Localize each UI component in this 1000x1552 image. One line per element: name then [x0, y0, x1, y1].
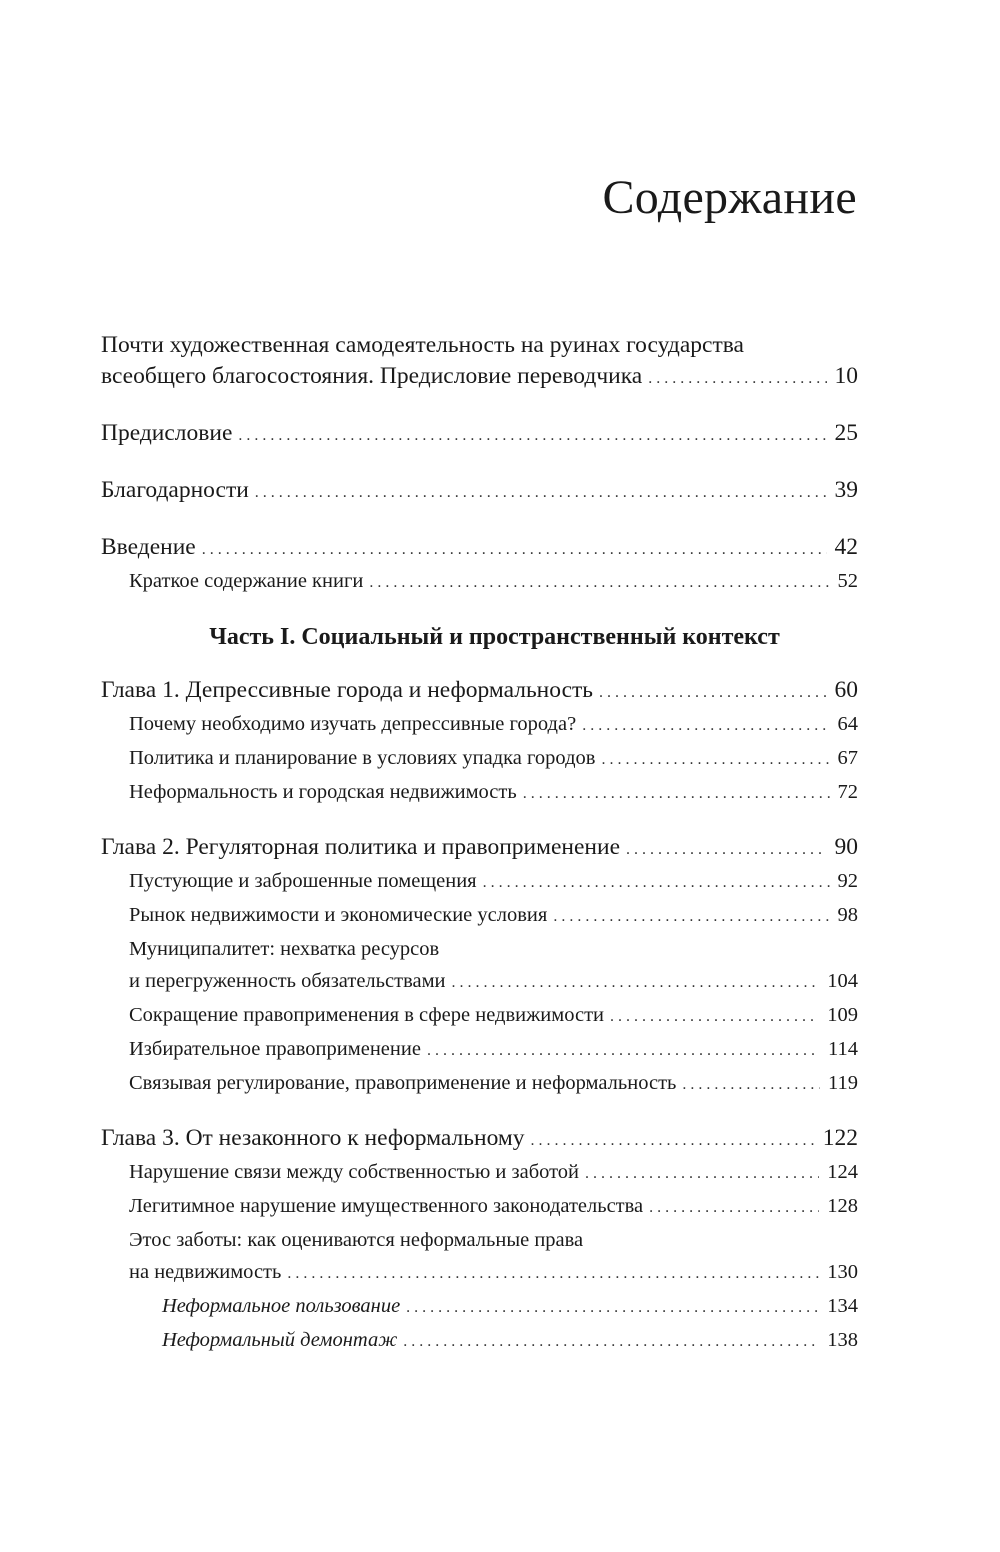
toc-entry-title: и перегруженность обязательствами — [129, 970, 446, 992]
toc-entry-title: Сокращение правоприменения в сфере недвижимости — [129, 1004, 605, 1026]
toc-entry-title-line: Муниципалитет: нехватка ресурсов — [129, 938, 440, 960]
toc-entry[interactable] — [101, 1123, 858, 1156]
table-of-contents — [101, 330, 858, 1358]
toc-entry-page-number: 39 — [834, 477, 858, 503]
dot-leader — [682, 1069, 820, 1101]
toc-entry-page-number: 134 — [827, 1295, 858, 1317]
spacer — [101, 599, 858, 621]
toc-entry-title: Неформальный демонтаж — [162, 1329, 398, 1351]
toc-entry-title: Неформальность и городская недвижимость — [129, 781, 517, 803]
dot-leader — [626, 834, 826, 865]
toc-entry-page-number: 92 — [837, 870, 858, 892]
toc-entry-page-number: 122 — [822, 1125, 858, 1151]
toc-entry[interactable] — [101, 708, 858, 742]
dot-leader — [601, 744, 829, 776]
dot-leader — [427, 1035, 820, 1067]
dot-leader — [255, 477, 827, 508]
toc-entry-title: Глава 3. От незаконного к неформальному — [101, 1125, 525, 1151]
toc-entry[interactable] — [101, 832, 858, 865]
dot-leader — [610, 1001, 819, 1033]
dot-leader — [531, 1125, 815, 1156]
toc-entry[interactable] — [101, 933, 858, 999]
toc-entry[interactable] — [101, 1324, 858, 1358]
spacer — [101, 394, 858, 418]
dot-leader — [287, 1258, 819, 1290]
dot-leader — [238, 420, 826, 451]
toc-entry-page-number: 72 — [837, 781, 858, 803]
dot-leader — [403, 1326, 819, 1358]
toc-entry-title: на недвижимость — [129, 1261, 282, 1283]
dot-leader — [483, 867, 830, 899]
spacer — [101, 1101, 858, 1123]
toc-entry-page-number: 130 — [827, 1261, 858, 1283]
dot-leader — [369, 567, 829, 599]
toc-entry-page-number: 119 — [828, 1072, 858, 1094]
toc-entry-page-number: 98 — [837, 904, 858, 926]
toc-entry-page-number: 90 — [834, 834, 858, 860]
toc-entry-page-number: 114 — [828, 1038, 858, 1060]
toc-entry-page-number: 128 — [827, 1195, 858, 1217]
page-title: Содержание — [602, 171, 857, 224]
toc-entry-title: Легитимное нарушение имущественного законодательства — [129, 1195, 644, 1217]
toc-entry-title: всеобщего благосостояния. Предисловие переводчика — [101, 363, 643, 389]
dot-leader — [452, 967, 820, 999]
toc-entry-title: Благодарности — [101, 477, 249, 503]
toc-entry-title: Введение — [101, 534, 196, 560]
toc-entry-title: Предисловие — [101, 420, 233, 446]
dot-leader — [599, 677, 827, 708]
toc-entry-title: Краткое содержание книги — [129, 570, 364, 592]
toc-entry-title: Глава 2. Регуляторная политика и правоприменение — [101, 834, 621, 860]
dot-leader — [582, 710, 829, 742]
toc-entry[interactable] — [101, 1290, 858, 1324]
dot-leader — [648, 363, 826, 394]
toc-entry[interactable] — [101, 1033, 858, 1067]
part-heading: Часть I. Социальный и пространственный контекст — [209, 624, 780, 650]
toc-entry[interactable] — [101, 865, 858, 899]
toc-entry[interactable] — [101, 1067, 858, 1101]
toc-entry-title: Пустующие и заброшенные помещения — [129, 870, 477, 892]
dot-leader — [406, 1292, 819, 1324]
dot-leader — [649, 1192, 819, 1224]
toc-entry-page-number: 109 — [827, 1004, 858, 1026]
toc-entry-title-line: Этос заботы: как оцениваются неформальные права — [129, 1229, 584, 1251]
spacer — [101, 653, 858, 675]
toc-entry-page-number: 67 — [837, 747, 858, 769]
dot-leader — [202, 534, 827, 565]
toc-entry-page-number: 25 — [834, 420, 858, 446]
toc-entry-title: Избирательное правоприменение — [129, 1038, 421, 1060]
toc-entry-page-number: 138 — [827, 1329, 858, 1351]
toc-entry[interactable] — [101, 475, 858, 508]
spacer — [101, 810, 858, 832]
toc-entry[interactable] — [101, 999, 858, 1033]
toc-entry-page-number: 64 — [837, 713, 858, 735]
dot-leader — [523, 778, 830, 810]
toc-entry-page-number: 10 — [834, 363, 858, 389]
toc-entry-title: Политика и планирование в условиях упадка городов — [129, 747, 596, 769]
toc-entry-page-number: 42 — [834, 534, 858, 560]
toc-entry[interactable] — [101, 899, 858, 933]
dot-leader — [585, 1158, 819, 1190]
toc-entry-title: Почему необходимо изучать депрессивные города? — [129, 713, 577, 735]
toc-entry-title: Нарушение связи между собственностью и заботой — [129, 1161, 580, 1183]
toc-entry-page-number: 52 — [837, 570, 858, 592]
toc-entry[interactable] — [101, 1224, 858, 1290]
toc-entry[interactable] — [101, 565, 858, 599]
toc-entry[interactable] — [101, 418, 858, 451]
toc-entry[interactable] — [101, 1156, 858, 1190]
toc-entry[interactable] — [101, 742, 858, 776]
toc-entry-title: Глава 1. Депрессивные города и неформальность — [101, 677, 593, 703]
toc-entry-title-line: Почти художественная самодеятельность на руинах государства — [101, 332, 744, 358]
spacer — [101, 508, 858, 532]
toc-entry[interactable] — [101, 675, 858, 708]
toc-entry-page-number: 104 — [827, 970, 858, 992]
toc-entry-page-number: 124 — [827, 1161, 858, 1183]
toc-entry[interactable] — [101, 532, 858, 565]
toc-entry-title: Неформальное пользование — [162, 1295, 401, 1317]
toc-entry-title: Рынок недвижимости и экономические условия — [129, 904, 548, 926]
toc-entry[interactable] — [101, 776, 858, 810]
toc-entry-title: Связывая регулирование, правоприменение и неформальность — [129, 1072, 677, 1094]
toc-entry[interactable] — [101, 1190, 858, 1224]
spacer — [101, 451, 858, 475]
toc-entry-page-number: 60 — [834, 677, 858, 703]
dot-leader — [553, 901, 829, 933]
toc-entry[interactable] — [101, 330, 858, 394]
